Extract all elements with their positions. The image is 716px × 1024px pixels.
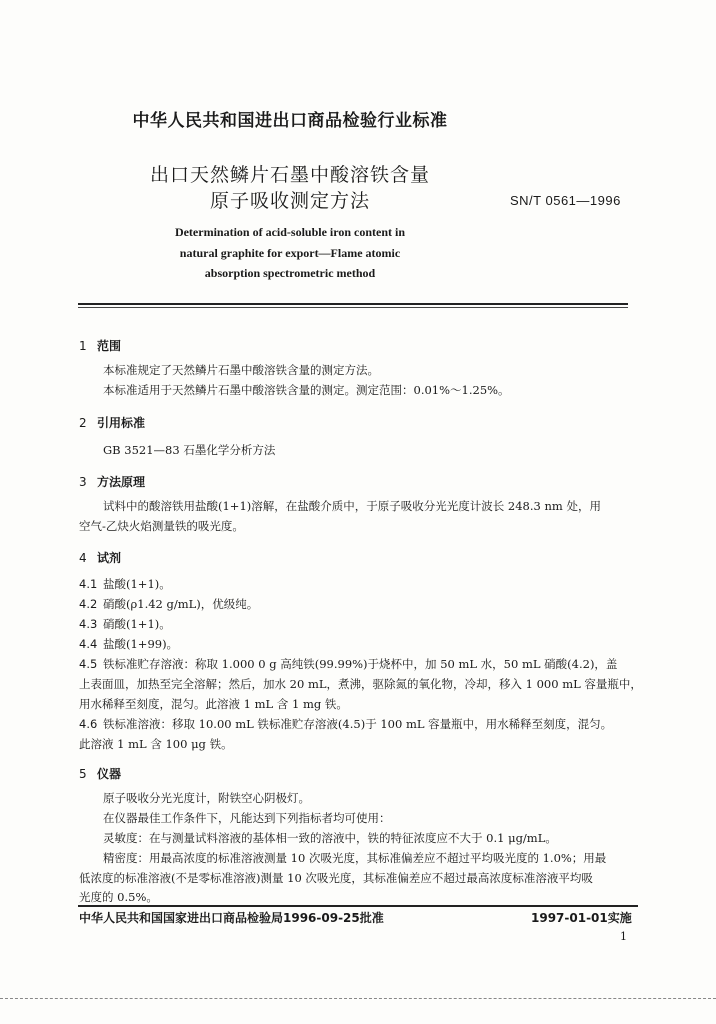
effective-date: 1997-01-01实施 [531,911,632,925]
section-1-para-1: 本标准规定了天然鳞片石墨中酸溶铁含量的测定方法。 [103,363,379,377]
approval-statement: 中华人民共和国国家进出口商品检验局1996-09-25批准 [79,911,384,925]
section-5-para-4: 精密度：用最高浓度的标准溶液测量 10 次吸光度，其标准偏差应不超过平均吸光度的 1.0%；用最 [103,851,607,865]
item-4-3 [79,614,171,634]
header-divider-thin [78,307,628,308]
item-4-4-text: 盐酸(1+99)。 [103,637,179,651]
item-4-4-number: 4.4 [79,637,98,651]
item-4-1 [79,574,171,594]
title-en-line-2: natural graphite for export—Flame atomic [179,246,401,260]
item-4-5-number: 4.5 [79,657,98,671]
section-5-number: 5 [79,767,87,781]
item-4-5-text-c: 用水稀释至刻度，混匀。此溶液 1 mL 含 1 mg 铁。 [79,697,348,711]
section-2-title: 引用标准 [97,416,146,430]
item-4-2-text: 硝酸(ρ1.42 g/mL)，优级纯。 [103,597,259,611]
section-3-para-2: 空气-乙炔火焰测量铁的吸光度。 [79,519,244,533]
section-1-para-2: 本标准适用于天然鳞片石墨中酸溶铁含量的测定。测定范围：0.01%～1.25%。 [103,383,510,397]
section-3-number: 3 [79,475,87,489]
item-4-6-text-a: 铁标准溶液：移取 10.00 mL 铁标准贮存溶液(4.5)于 100 mL 容量瓶中，用水稀释至刻度，混匀。 [103,717,613,731]
title-en-line-1: Determination of acid-soluble iron content in [174,225,406,239]
item-4-5 [79,654,617,674]
section-4-title: 试剂 [97,551,122,565]
item-4-4 [79,634,178,654]
title-en-line-3: absorption spectrometric method [204,266,376,280]
section-1-title: 范围 [97,339,122,353]
item-4-3-text: 硝酸(1+1)。 [103,617,171,631]
section-5-para-6: 光度的 0.5%。 [79,890,158,904]
section-1-number: 1 [79,339,87,353]
section-3-para-1: 试料中的酸溶铁用盐酸(1+1)溶解，在盐酸介质中，于原子吸收分光光度计波长 248.3 nm 处，用 [103,499,601,513]
item-4-1-number: 4.1 [79,577,98,591]
section-1-heading [79,337,121,354]
item-4-6-text-b: 此溶液 1 mL 含 100 μg 铁。 [79,737,233,751]
issuing-org-header: 中华人民共和国进出口商品检验行业标准 [132,111,448,131]
item-4-6-number: 4.6 [79,717,98,731]
standard-code: SN/T 0561—1996 [510,193,621,208]
item-4-6 [79,714,612,734]
section-2-number: 2 [79,416,87,430]
section-3-heading [79,473,145,490]
section-5-para-3: 灵敏度：在与测量试料溶液的基体相一致的溶液中，铁的特征浓度应不大于 0.1 μg/mL。 [103,831,557,845]
section-5-para-1: 原子吸收分光光度计，附铁空心阴极灯。 [103,791,310,805]
item-4-3-number: 4.3 [79,617,98,631]
section-3-title: 方法原理 [97,475,146,489]
section-5-title: 仪器 [97,767,122,781]
footer-divider [78,905,638,907]
section-2-heading [79,414,145,431]
title-cn-line-1: 出口天然鳞片石墨中酸溶铁含量 [149,164,430,186]
title-cn-line-2: 原子吸收测定方法 [209,190,370,212]
section-4-heading [79,549,121,566]
section-2-para-1: GB 3521—83 石墨化学分析方法 [103,443,276,457]
section-4-number: 4 [79,551,87,565]
item-4-2-number: 4.2 [79,597,98,611]
page-number: 1 [620,930,627,943]
section-5-para-2: 在仪器最佳工作条件下，凡能达到下列指标者均可使用： [103,811,391,825]
item-4-5-text-a: 铁标准贮存溶液：称取 1.000 0 g 高纯铁(99.99%)于烧杯中，加 50 mL 水，50 mL 硝酸(4.2)，盖 [103,657,618,671]
section-5-heading [79,765,121,782]
item-4-5-text-b: 上表面皿，加热至完全溶解；然后，加水 20 mL，煮沸，驱除氮的氧化物，冷却，移入 1 000 mL 容量瓶中， [79,677,642,691]
section-5-para-5: 低浓度的标准溶液(不是零标准溶液)测量 10 次吸光度，其标准偏差应不超过最高浓度标准溶液平均吸 [79,871,593,885]
scan-edge-line [0,998,716,1000]
item-4-1-text: 盐酸(1+1)。 [103,577,171,591]
header-divider [78,303,628,305]
item-4-2 [79,594,258,614]
